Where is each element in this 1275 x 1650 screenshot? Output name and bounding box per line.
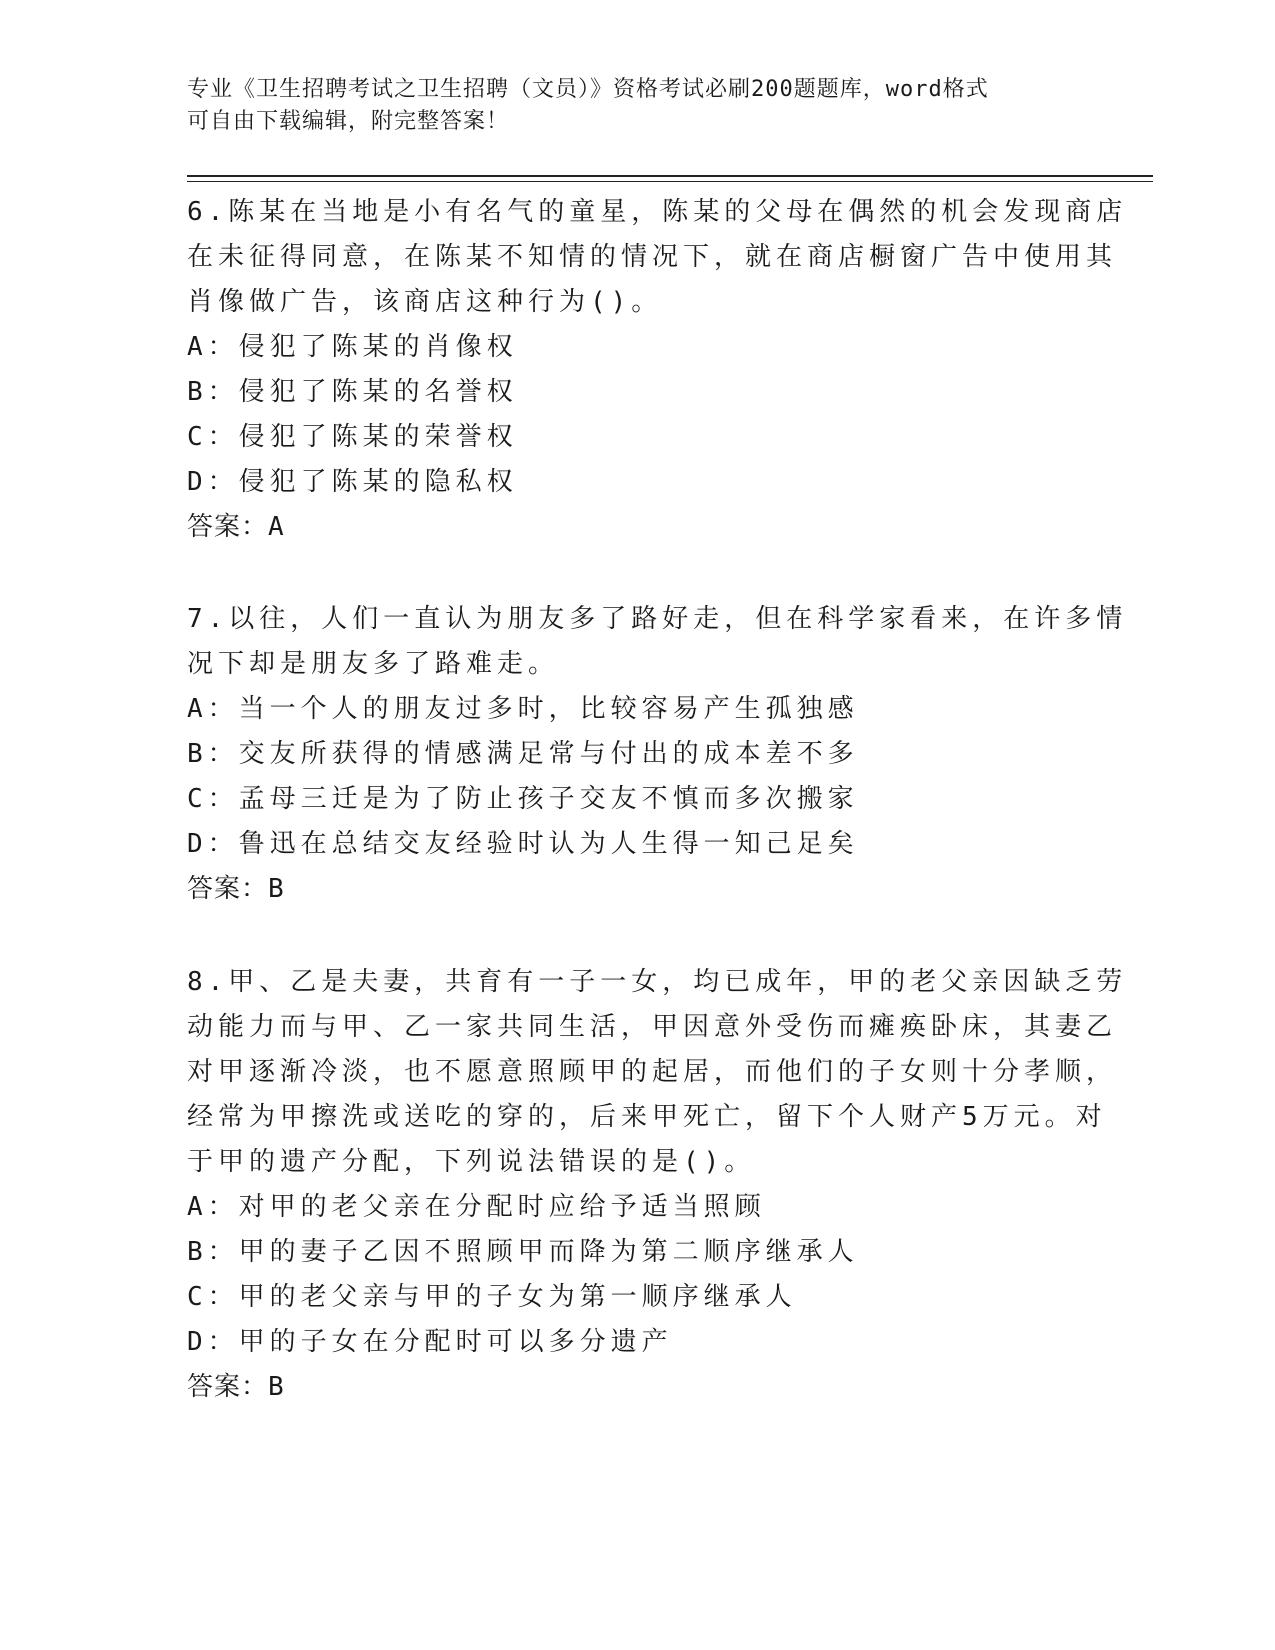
- option-a: A：当一个人的朋友过多时，比较容易产生孤独感: [187, 694, 859, 724]
- question-stem-line: 经常为甲擦洗或送吃的穿的，后来甲死亡，留下个人财产5万元。对: [187, 1102, 1107, 1132]
- header-divider-thin: [187, 181, 1153, 182]
- option-c: C：甲的老父亲与甲的子女为第一顺序继承人: [187, 1282, 797, 1312]
- question-stem-line: 在未征得同意，在陈某不知情的情况下，就在商店橱窗广告中使用其: [187, 242, 1118, 272]
- answer-line: [187, 867, 1067, 912]
- question-stem-line: 8.甲、乙是夫妻，共育有一子一女，均已成年，甲的老父亲因缺乏劳: [187, 967, 1128, 997]
- question-7: [187, 597, 1128, 912]
- option-d: D：鲁迅在总结交友经验时认为人生得一知己足矣: [187, 829, 859, 859]
- question-stem-line: 况下却是朋友多了路难走。: [187, 649, 560, 679]
- header-divider-thick: [187, 175, 1153, 177]
- answer-value: B: [268, 1372, 285, 1402]
- option-c: C：孟母三迁是为了防止孩子交友不慎而多次搬家: [187, 784, 859, 814]
- question-8: [187, 960, 1128, 1410]
- answer-value: A: [268, 512, 285, 542]
- header-title-line-2: 可自由下载编辑，附完整答案！: [187, 109, 510, 134]
- option-b: B：交友所获得的情感满足常与付出的成本差不多: [187, 739, 859, 769]
- header-title-line-1: 专业《卫生招聘考试之卫生招聘（文员）》资格考试必刷200题题库，word格式: [187, 77, 989, 102]
- document-header: [187, 74, 1067, 138]
- answer-label: 答案：: [187, 512, 269, 542]
- option-b: B：侵犯了陈某的名誉权: [187, 377, 518, 407]
- option-d: D：侵犯了陈某的隐私权: [187, 467, 518, 497]
- question-stem-line: 肖像做广告，该商店这种行为()。: [187, 287, 663, 317]
- question-6: [187, 190, 1128, 550]
- question-stem-line: 动能力而与甲、乙一家共同生活，甲因意外受伤而瘫痪卧床，其妻乙: [187, 1012, 1118, 1042]
- answer-label: 答案：: [187, 1372, 269, 1402]
- question-stem-line: 6.陈某在当地是小有名气的童星，陈某的父母在偶然的机会发现商店: [187, 197, 1128, 227]
- answer-line: [187, 1365, 1067, 1410]
- option-c: C：侵犯了陈某的荣誉权: [187, 422, 518, 452]
- option-a: A：侵犯了陈某的肖像权: [187, 332, 518, 362]
- option-d: D：甲的子女在分配时可以多分遗产: [187, 1327, 673, 1357]
- option-a: A：对甲的老父亲在分配时应给予适当照顾: [187, 1192, 766, 1222]
- question-stem-line: 对甲逐渐冷淡，也不愿意照顾甲的起居，而他们的子女则十分孝顺，: [187, 1057, 1118, 1087]
- option-b: B：甲的妻子乙因不照顾甲而降为第二顺序继承人: [187, 1237, 859, 1267]
- question-stem-line: 于甲的遗产分配，下列说法错误的是()。: [187, 1147, 756, 1177]
- answer-label: 答案：: [187, 874, 269, 904]
- question-stem-line: 7.以往，人们一直认为朋友多了路好走，但在科学家看来，在许多情: [187, 604, 1128, 634]
- answer-line: [187, 505, 1067, 550]
- answer-value: B: [268, 874, 285, 904]
